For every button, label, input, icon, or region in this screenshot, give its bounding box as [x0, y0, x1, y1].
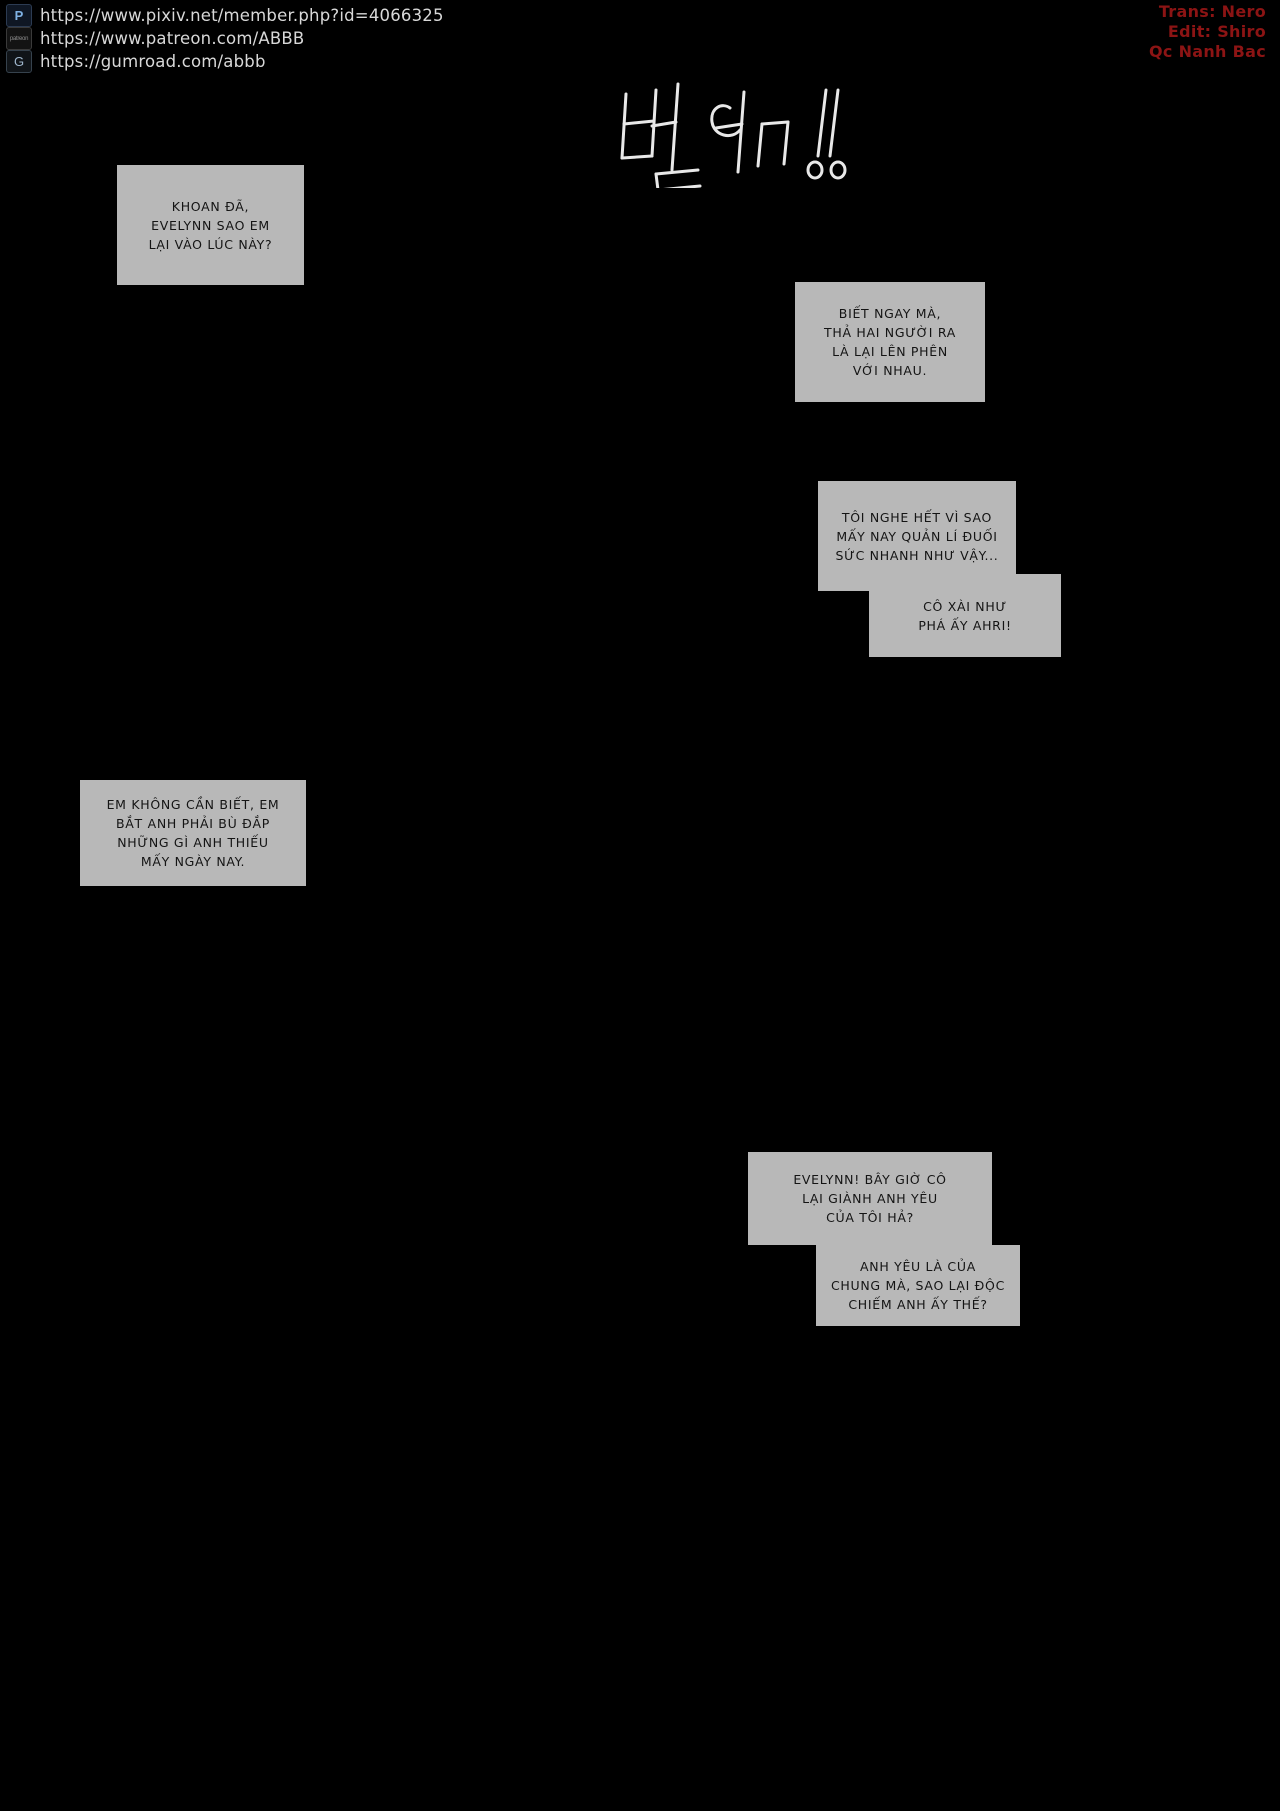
pixiv-link[interactable]: https://www.pixiv.net/member.php?id=4066325 [40, 6, 444, 25]
bubble-line: CÔ XÀI NHƯ [923, 598, 1007, 614]
credit-links [0, 0, 620, 79]
speech-bubble [795, 282, 985, 402]
bubble-line: MẤY NAY QUẢN LÍ ĐUỐI [836, 528, 998, 544]
credit-row-pixiv[interactable] [6, 4, 620, 27]
bubble-line: THẢ HAI NGƯỜI RA [824, 325, 956, 340]
credit-row-patreon[interactable] [6, 27, 620, 50]
bubble-line: VỚI NHAU. [852, 363, 928, 378]
speech-bubble [869, 574, 1061, 657]
bubble-line: TÔI NGHE HẾT VÌ SAO [841, 509, 993, 525]
bubble-line: BẮT ANH PHẢI BÙ ĐẮP [116, 816, 270, 831]
bubble-line: ANH YÊU LÀ CỦA [860, 1259, 976, 1274]
bubble-line: BIẾT NGAY MÀ, [838, 306, 942, 321]
patreon-icon: patreon [6, 27, 32, 50]
patreon-link[interactable]: https://www.patreon.com/ABBB [40, 29, 305, 48]
pixiv-icon: P [6, 4, 32, 27]
speech-bubble [80, 780, 306, 886]
sfx-lettering [612, 78, 902, 188]
speech-bubble [117, 165, 304, 285]
bubble-line: EVELYNN! BÂY GIỜ CÔ [793, 1172, 947, 1187]
speech-bubble [816, 1245, 1020, 1326]
bubble-line: EM KHÔNG CẦN BIẾT, EM [106, 797, 280, 812]
speech-bubble [748, 1152, 992, 1245]
bubble-line: CHIẾM ANH ẤY THẾ? [848, 1297, 988, 1312]
staff-translator: Trans: Nero [1158, 2, 1266, 21]
gumroad-link[interactable]: https://gumroad.com/abbb [40, 52, 266, 71]
staff-editor: Edit: Shiro [1167, 22, 1266, 41]
gumroad-icon: G [6, 50, 32, 73]
bubble-line: NHỮNG GÌ ANH THIẾU [117, 835, 269, 850]
bubble-line: CHUNG MÀ, SAO LẠI ĐỘC [830, 1278, 1005, 1293]
bubble-line: MẤY NGÀY NAY. [140, 854, 246, 869]
bubble-line: SỨC NHANH NHƯ VẬY... [835, 547, 999, 563]
bubble-line: PHÁ ẤY AHRI! [918, 617, 1012, 633]
staff-credits [1149, 2, 1266, 62]
bubble-line: LẠI VÀO LÚC NÀY? [148, 236, 273, 252]
credit-row-gumroad[interactable] [6, 50, 620, 73]
bubble-line: CỦA TÔI HẢ? [826, 1210, 914, 1225]
bubble-line: EVELYNN SAO EM [151, 217, 270, 233]
bubble-line: KHOAN ĐÃ, [171, 198, 250, 214]
staff-qc: Qc Nanh Bac [1149, 42, 1266, 61]
bubble-line: LÀ LẠI LÊN PHÊN [832, 344, 948, 359]
bubble-line: LẠI GIÀNH ANH YÊU [802, 1191, 938, 1206]
